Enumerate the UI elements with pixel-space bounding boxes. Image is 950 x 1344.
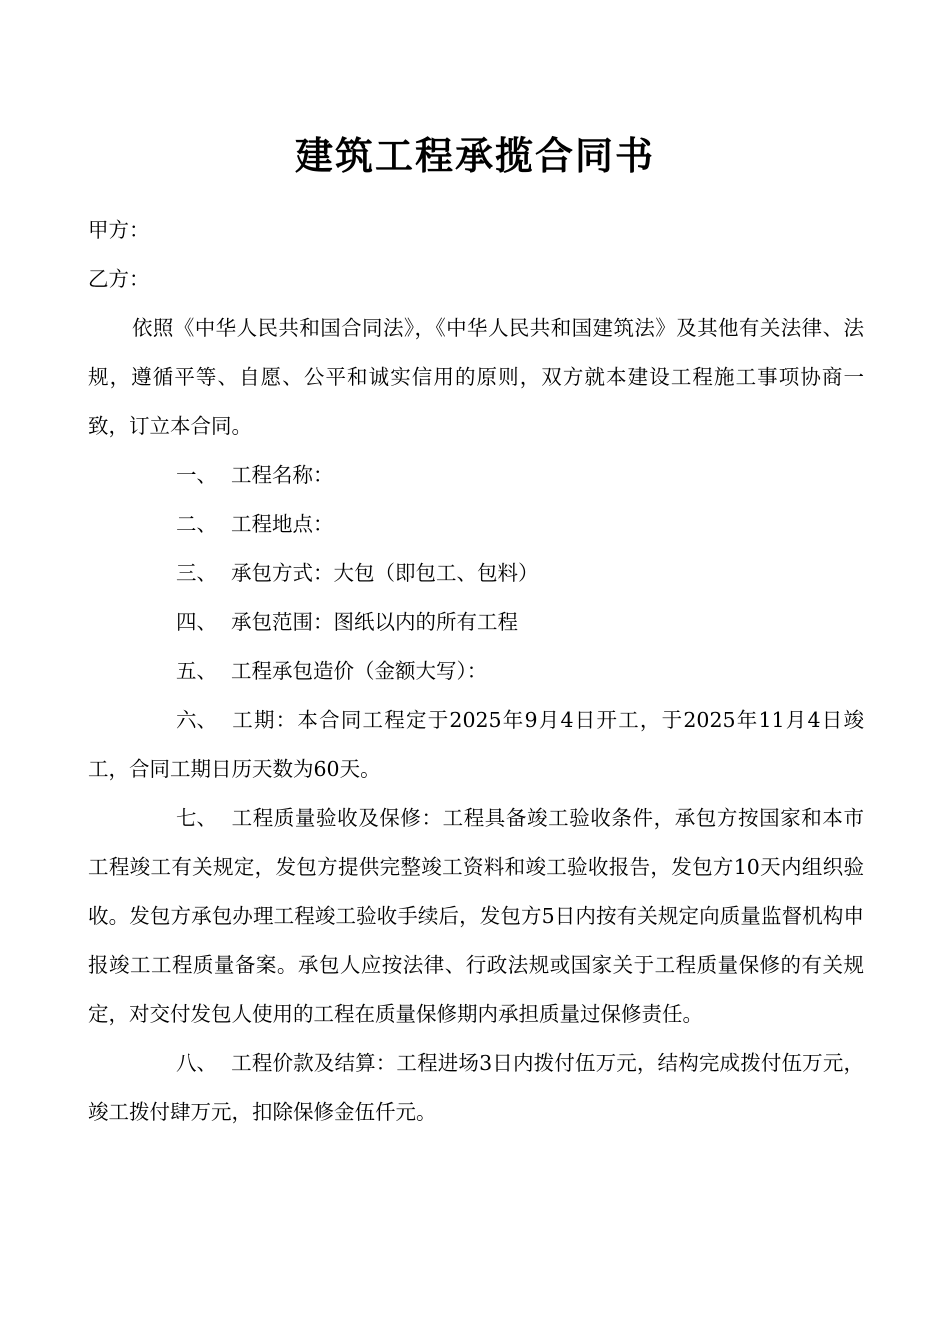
clause-4	[88, 598, 864, 647]
clause-1	[88, 451, 864, 500]
clause-number: 六、	[176, 708, 217, 732]
clause-text: 工程价款及结算：工程进场3日内拨付伍万元，结构完成拨付伍万元，竣工拨付肆万元，扣除保修金伍仟元。	[88, 1051, 864, 1124]
party-b-line: 乙方：	[88, 267, 150, 291]
party-a-line: 甲方：	[88, 218, 150, 242]
clause-8	[88, 1039, 864, 1137]
clause-number: 三、	[176, 561, 217, 585]
clause-text: 工期：本合同工程定于2025年9月4日开工，于2025年11月4日竣工，合同工期日历天数为60天。	[88, 708, 864, 781]
clause-number: 四、	[176, 610, 217, 634]
preamble-paragraph: 依照《中华人民共和国合同法》，《中华人民共和国建筑法》及其他有关法律、法规，遵循平等、自愿、公平和诚实信用的原则，双方就本建设工程施工事项协商一致，订立本合同。	[88, 316, 864, 438]
clause-text: 承包方式：大包（即包工、包料）	[231, 561, 539, 585]
document-body	[88, 206, 864, 1137]
clause-5	[88, 647, 864, 696]
clause-6	[88, 696, 864, 794]
clause-number: 二、	[176, 512, 217, 536]
clause-number: 五、	[176, 659, 217, 683]
clause-text: 工程承包造价（金额大写）：	[231, 659, 488, 683]
clause-7	[88, 794, 864, 1039]
clause-number: 八、	[176, 1051, 217, 1075]
clause-text: 工程地点：	[231, 512, 334, 536]
clause-3	[88, 549, 864, 598]
clause-number: 一、	[176, 463, 217, 487]
clause-2	[88, 500, 864, 549]
clause-text: 工程名称：	[231, 463, 334, 487]
document-title: 建筑工程承揽合同书	[294, 133, 655, 178]
clause-number: 七、	[176, 806, 217, 830]
clause-text: 承包范围：图纸以内的所有工程	[231, 610, 518, 634]
clause-text: 工程质量验收及保修：工程具备竣工验收条件，承包方按国家和本市工程竣工有关规定，发包方提供完整竣工资料和竣工验收报告，发包方10天内组织验收。发包方承包办理工程竣工验收手续后，发包方5日内按有关规定向质量监督机构申报竣工工程质量备案。承包人应按法律、行政法规或国家关于工程质量保修的有关规定，对交付发包人使用的工程在质量保修期内承担质量过保修责任。	[88, 806, 864, 1026]
